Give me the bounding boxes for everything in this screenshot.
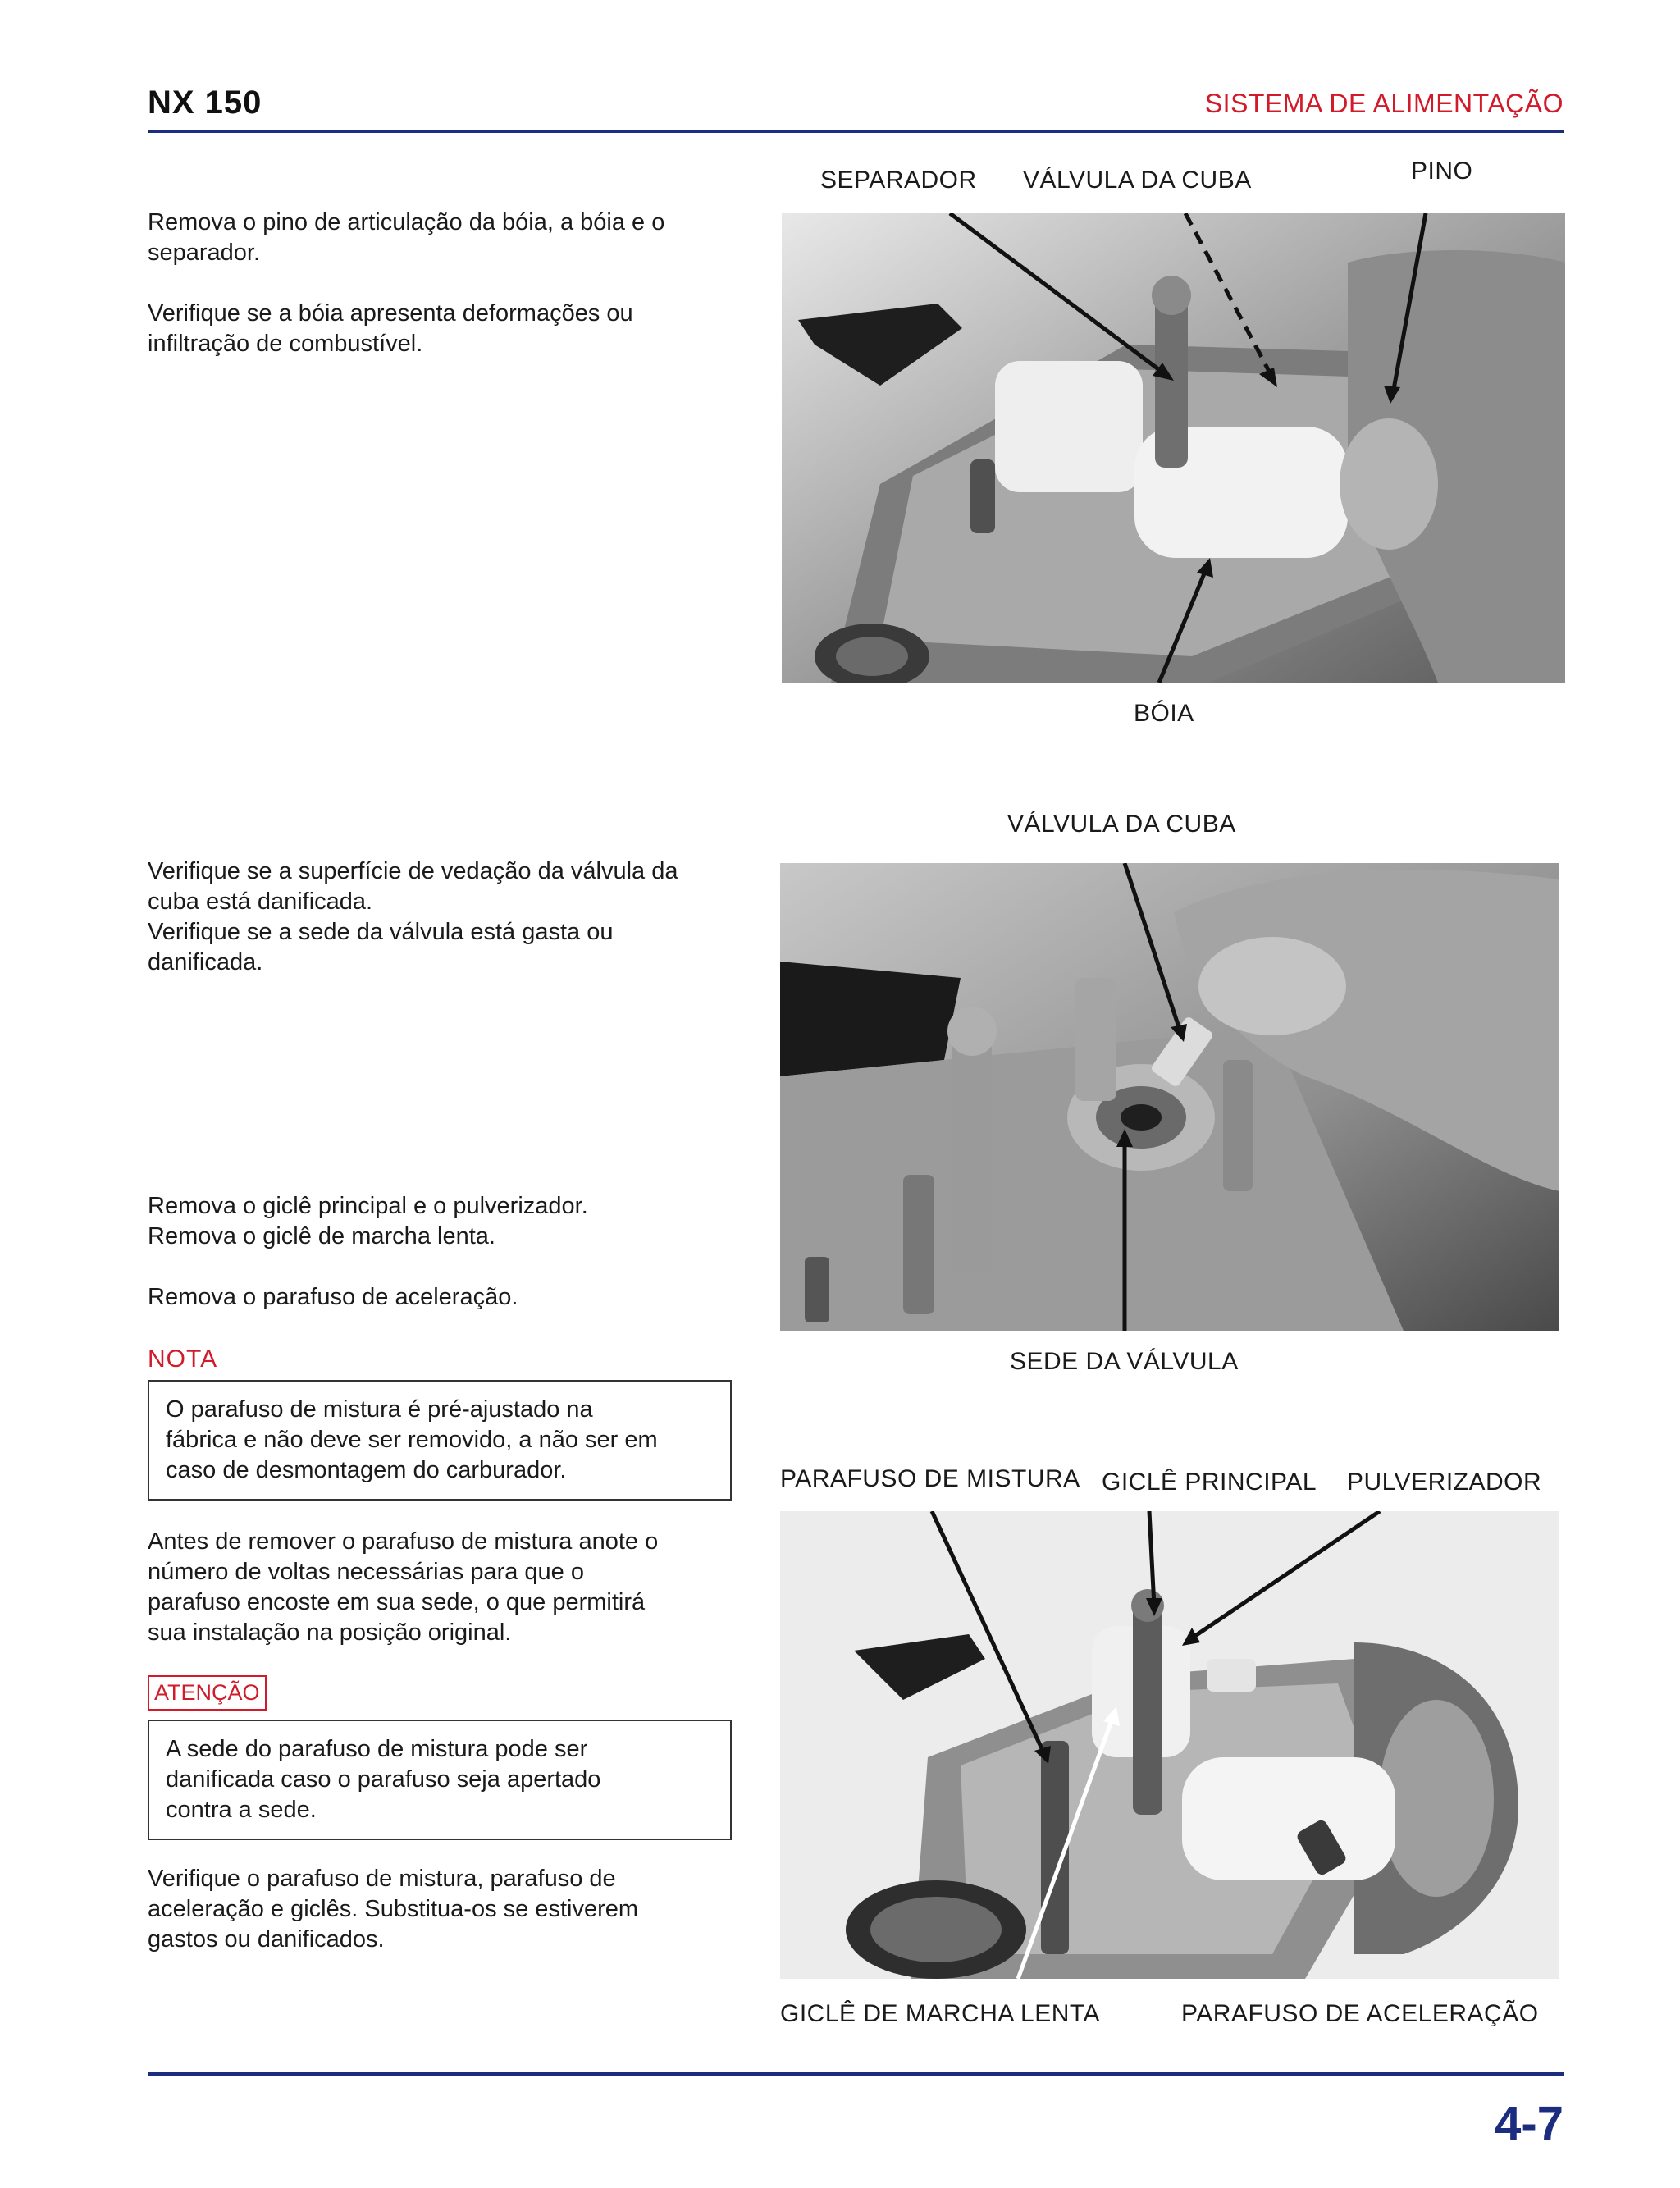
- paragraph-inspect-screws: Verifique o parafuso de mistura, parafuso de aceleração e giclês. Substitua-os se estiverem gastos ou danificados.: [148, 1866, 639, 1953]
- label-valvula-cuba: VÁLVULA DA CUBA: [1023, 167, 1252, 194]
- footer-rule: [148, 2072, 1564, 2076]
- label-sede-valvula: SEDE DA VÁLVULA: [1010, 1348, 1239, 1375]
- paragraph-check-float: Verifique se a bóia apresenta deformações ou infiltração de combustível.: [148, 300, 633, 357]
- photo-jets: [780, 1511, 1559, 1979]
- paragraph-check-valve: Verifique se a superfície de vedação da válvula da cuba está danificada. Verifique se a sede da válvula está gasta ou danificada.: [148, 858, 678, 975]
- label-parafuso-mistura: PARAFUSO DE MISTURA: [780, 1465, 1080, 1492]
- model-title: NX 150: [148, 85, 262, 121]
- paragraph-remove-throttle-screw: Remova o parafuso de aceleração.: [148, 1284, 518, 1310]
- label-gicle-principal: GICLÊ PRINCIPAL: [1102, 1469, 1317, 1496]
- attention-label: ATENÇÃO: [148, 1675, 267, 1711]
- note-box: O parafuso de mistura é pré-ajustado na fábrica e não deve ser removido, a não ser em caso de desmontagem do carburador.: [148, 1380, 732, 1501]
- header-rule: [148, 130, 1564, 133]
- photo-float-removal: [782, 213, 1565, 683]
- photo-float-valve: [780, 863, 1559, 1331]
- paragraph-remove-float: Remova o pino de articulação da bóia, a bóia e o separador.: [148, 209, 665, 266]
- label-pino: PINO: [1411, 158, 1473, 185]
- note-label: NOTA: [148, 1345, 218, 1373]
- label-gicle-marcha-lenta: GICLÊ DE MARCHA LENTA: [780, 2000, 1101, 2027]
- attention-box: A sede do parafuso de mistura pode ser danificada caso o parafuso seja apertado contra a sede.: [148, 1720, 732, 1840]
- page-number: 4-7: [1495, 2097, 1564, 2150]
- paragraph-remove-jets: Remova o giclê principal e o pulverizador. Remova o giclê de marcha lenta.: [148, 1193, 588, 1249]
- label-boia: BÓIA: [1134, 700, 1194, 727]
- section-title: SISTEMA DE ALIMENTAÇÃO: [1204, 89, 1564, 118]
- label-separador: SEPARADOR: [820, 167, 977, 194]
- label-valvula-cuba-2: VÁLVULA DA CUBA: [1007, 811, 1236, 838]
- label-parafuso-aceleracao: PARAFUSO DE ACELERAÇÃO: [1181, 2000, 1539, 2027]
- label-pulverizador: PULVERIZADOR: [1347, 1469, 1542, 1496]
- paragraph-mixture-screw: Antes de remover o parafuso de mistura anote o número de voltas necessárias para que o parafuso encoste em sua sede, o que permitirá sua instalação na posição original.: [148, 1528, 659, 1646]
